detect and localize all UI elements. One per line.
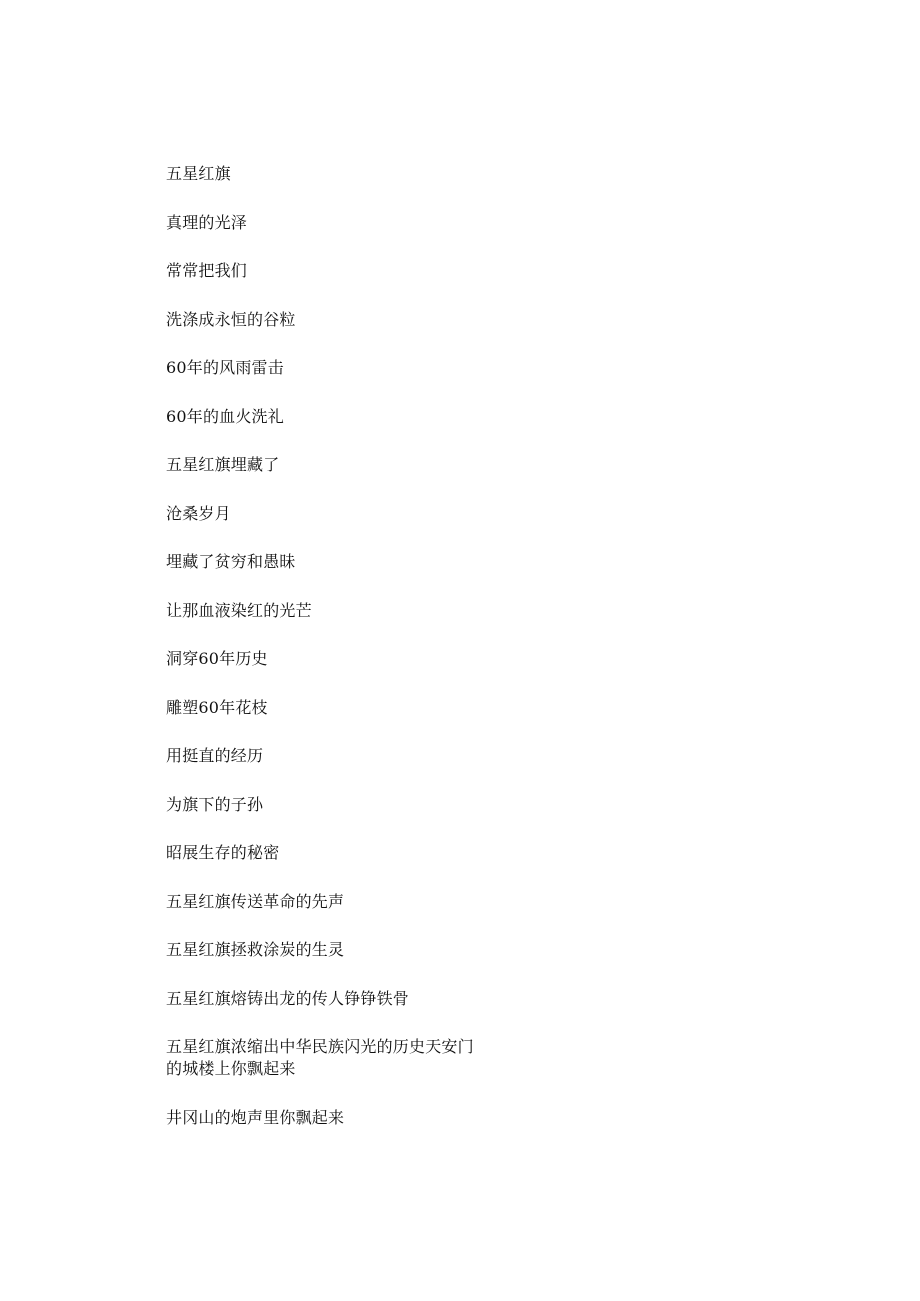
- poem-line: 五星红旗传送革命的先声: [166, 891, 345, 911]
- poem-line: 真理的光泽: [166, 212, 248, 232]
- poem-line: 埋藏了贫穷和愚昧: [166, 552, 296, 571]
- poem-line: 常常把我们: [166, 261, 248, 280]
- poem-line: 洗涤成永恒的谷粒: [166, 309, 296, 329]
- poem-line-wrapped: [166, 1036, 506, 1080]
- poem-line: 雕塑60年花枝: [166, 697, 268, 717]
- poem-line: 五星红旗: [166, 164, 231, 183]
- poem-line: 60年的血火洗礼: [166, 406, 284, 426]
- poem-line: 沧桑岁月: [166, 503, 231, 523]
- poem-line-part: 五星红旗浓缩出中华民族闪光的历史天安门: [166, 1037, 474, 1056]
- poem-line: 用挺直的经历: [166, 746, 264, 765]
- poem-line: 五星红旗熔铸出龙的传人铮铮铁骨: [166, 988, 410, 1008]
- poem-line: 为旗下的子孙: [166, 794, 264, 814]
- poem-line: 让那血液染红的光芒: [166, 600, 312, 620]
- poem-line: 洞穿60年历史: [166, 649, 268, 668]
- poem-body: [166, 163, 506, 1155]
- poem-line: 五星红旗埋藏了: [166, 455, 280, 474]
- poem-line: 60年的风雨雷击: [166, 358, 284, 377]
- poem-line: 五星红旗拯救涂炭的生灵: [166, 940, 345, 959]
- poem-line-part: 的城楼上你飘起来: [166, 1059, 296, 1078]
- poem-line: 昭展生存的秘密: [166, 843, 280, 862]
- poem-line: 井冈山的炮声里你飘起来: [166, 1107, 345, 1127]
